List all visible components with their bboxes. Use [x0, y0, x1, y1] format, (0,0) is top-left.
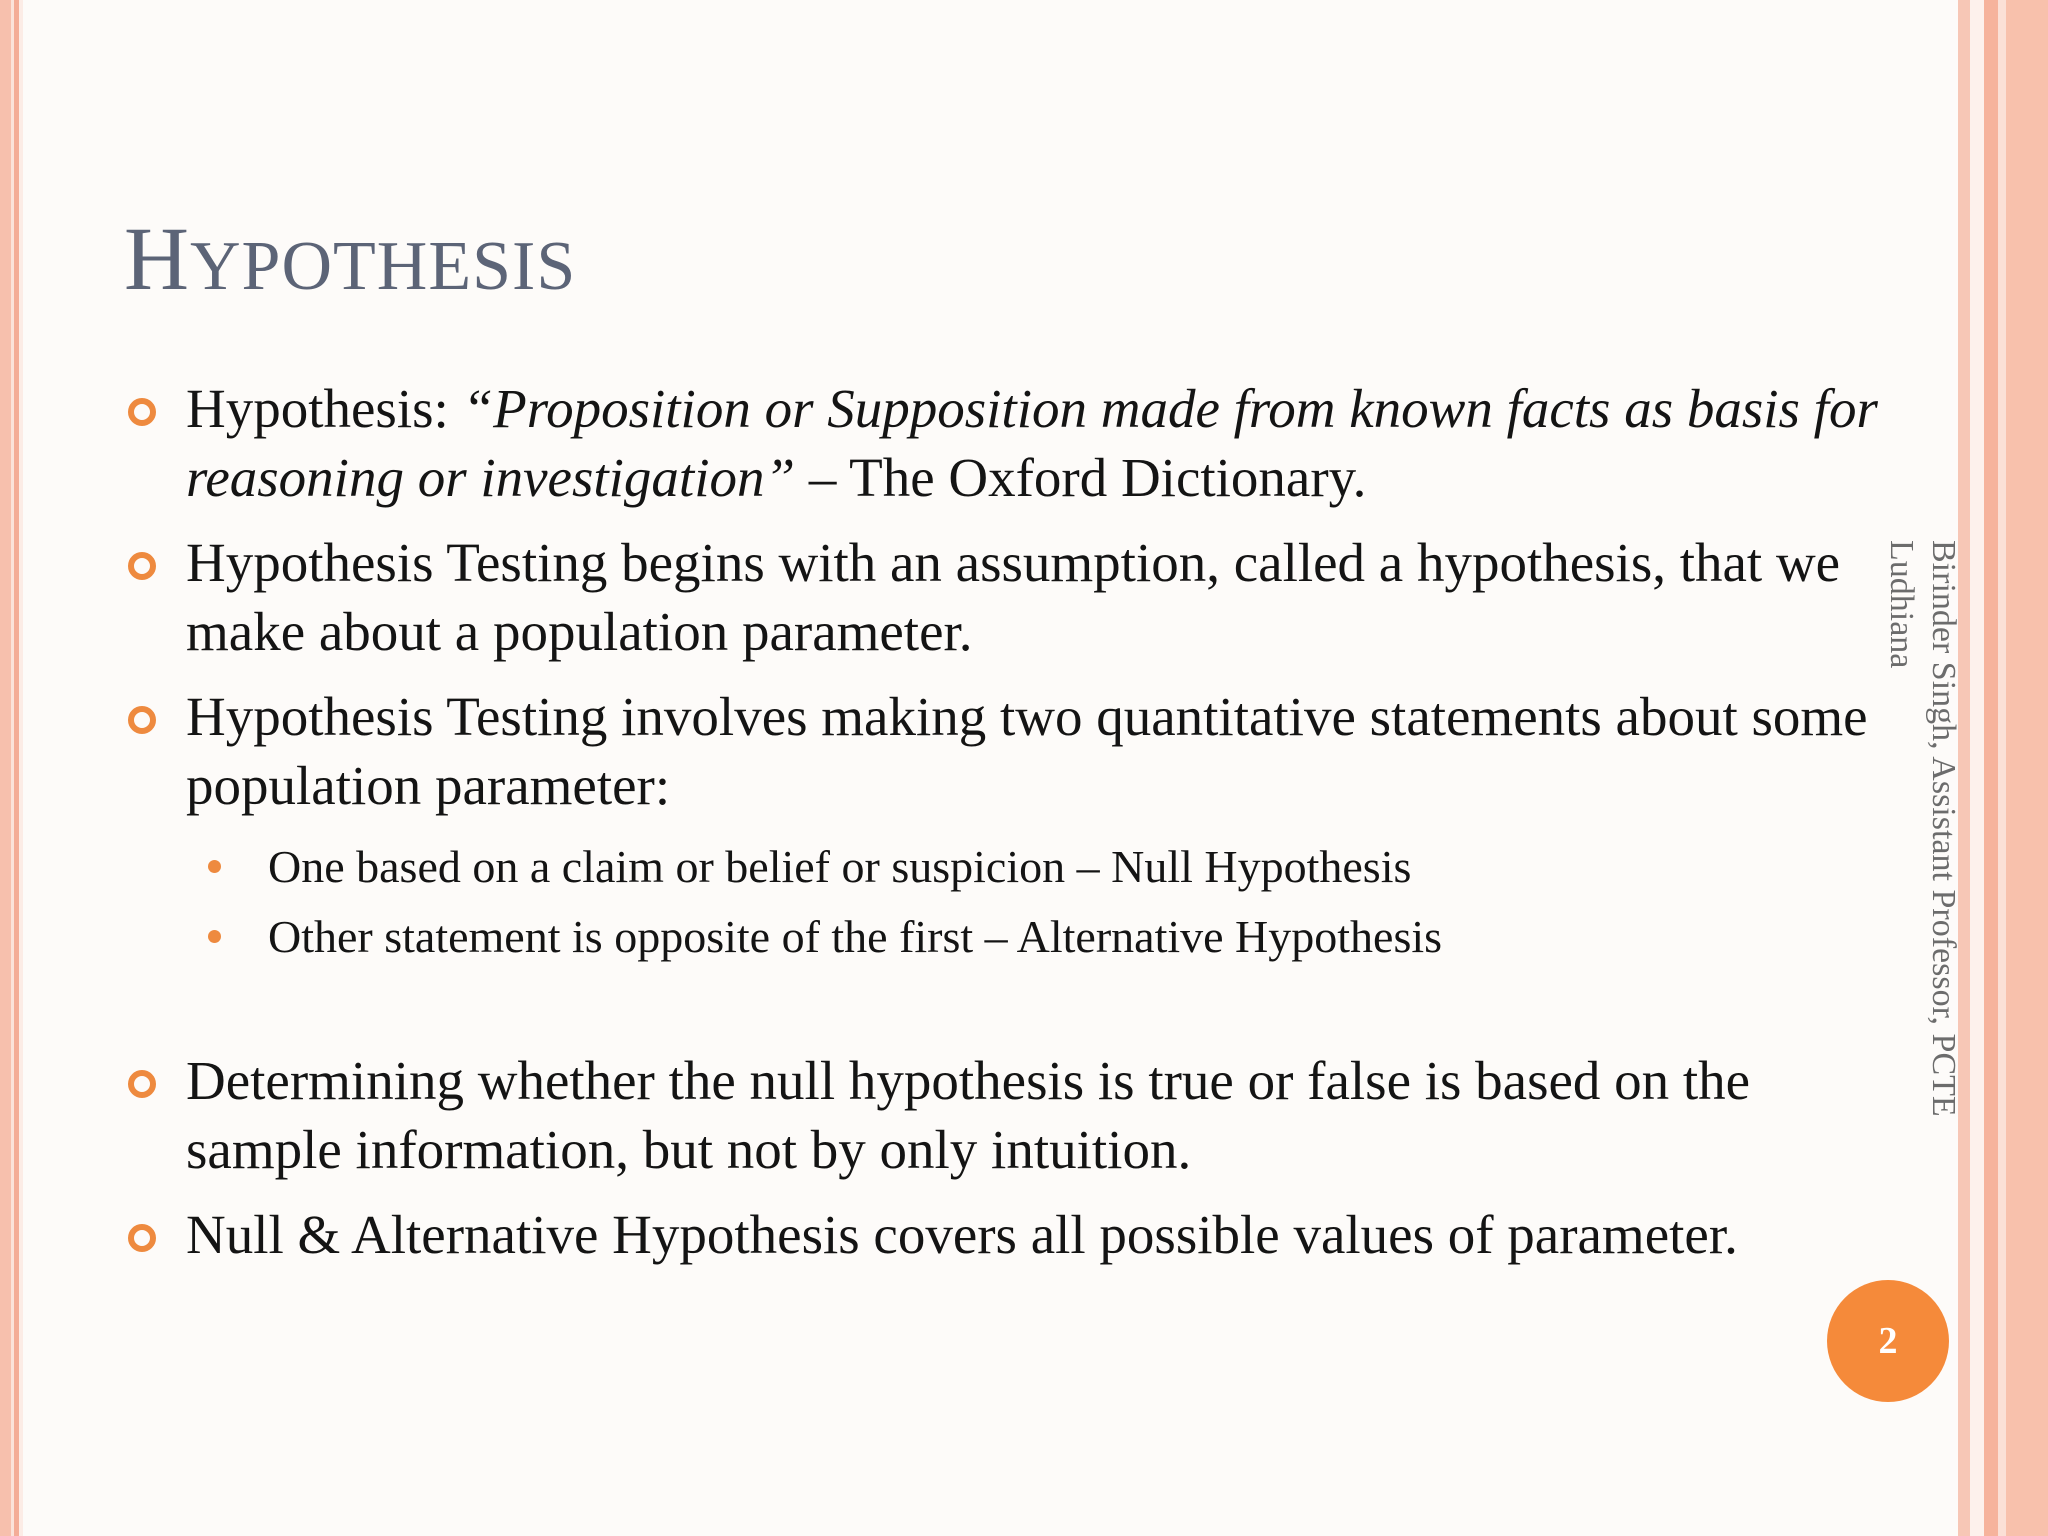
footer-place: Ludhiana: [1883, 540, 1920, 669]
slide-title: [124, 208, 576, 311]
right-border-stripe: [1970, 0, 1984, 1536]
ring-bullet-icon: [128, 398, 156, 426]
definition-quote: “Proposition or Supposition made from known facts as basis for reasoning or investigation”: [186, 378, 1878, 508]
footer-author: Birinder Singh, Assistant Professor, PCTE: [1925, 540, 1962, 1117]
right-border-stripe: [1998, 0, 2006, 1536]
ring-bullet-icon: [128, 552, 156, 580]
dot-bullet-icon: [208, 860, 221, 873]
bullet-item: [124, 528, 1894, 666]
ring-bullet-icon: [128, 706, 156, 734]
spacer: [124, 972, 1894, 1046]
ring-bullet-icon: [128, 1070, 156, 1098]
bullet-item: [124, 682, 1894, 820]
ring-bullet-icon: [128, 1224, 156, 1252]
bullet-text: Determining whether the null hypothesis is true or false is based on the sample information, but not by only intuition.: [186, 1050, 1751, 1180]
bullet-item: [124, 374, 1894, 512]
left-border-stripe: [19, 0, 23, 1536]
page-number-badge: 2: [1827, 1280, 1949, 1402]
sub-bullet-list: [186, 832, 1894, 972]
bullet-item: [124, 1046, 1894, 1184]
bullet-text: Hypothesis Testing begins with an assumption, called a hypothesis, that we make about a population parameter.: [186, 532, 1841, 662]
right-border-stripe: [1984, 0, 1998, 1536]
bullet-list: [124, 374, 1894, 1285]
sub-bullet-text: One based on a claim or belief or suspicion – Null Hypothesis: [268, 841, 1412, 892]
footer-vertical-text: [1880, 540, 1964, 1117]
sub-bullet-item: [124, 902, 1894, 972]
title-initial: H: [124, 210, 190, 309]
quote-source: – The Oxford Dictionary.: [795, 447, 1367, 508]
sub-bullet-item: [124, 832, 1894, 902]
left-border-stripe: [0, 0, 11, 1536]
title-rest: YPOTHESIS: [190, 228, 577, 305]
bullet-label: Hypothesis:: [186, 378, 463, 439]
bullet-item: [124, 1200, 1894, 1269]
sub-bullet-text: Other statement is opposite of the first – Alternative Hypothesis: [268, 911, 1443, 962]
bullet-text: Hypothesis Testing involves making two quantitative statements about some population parameter:: [186, 686, 1868, 816]
dot-bullet-icon: [208, 930, 221, 943]
bullet-text: Null & Alternative Hypothesis covers all possible values of parameter.: [186, 1204, 1738, 1265]
right-border-stripe: [2006, 0, 2048, 1536]
